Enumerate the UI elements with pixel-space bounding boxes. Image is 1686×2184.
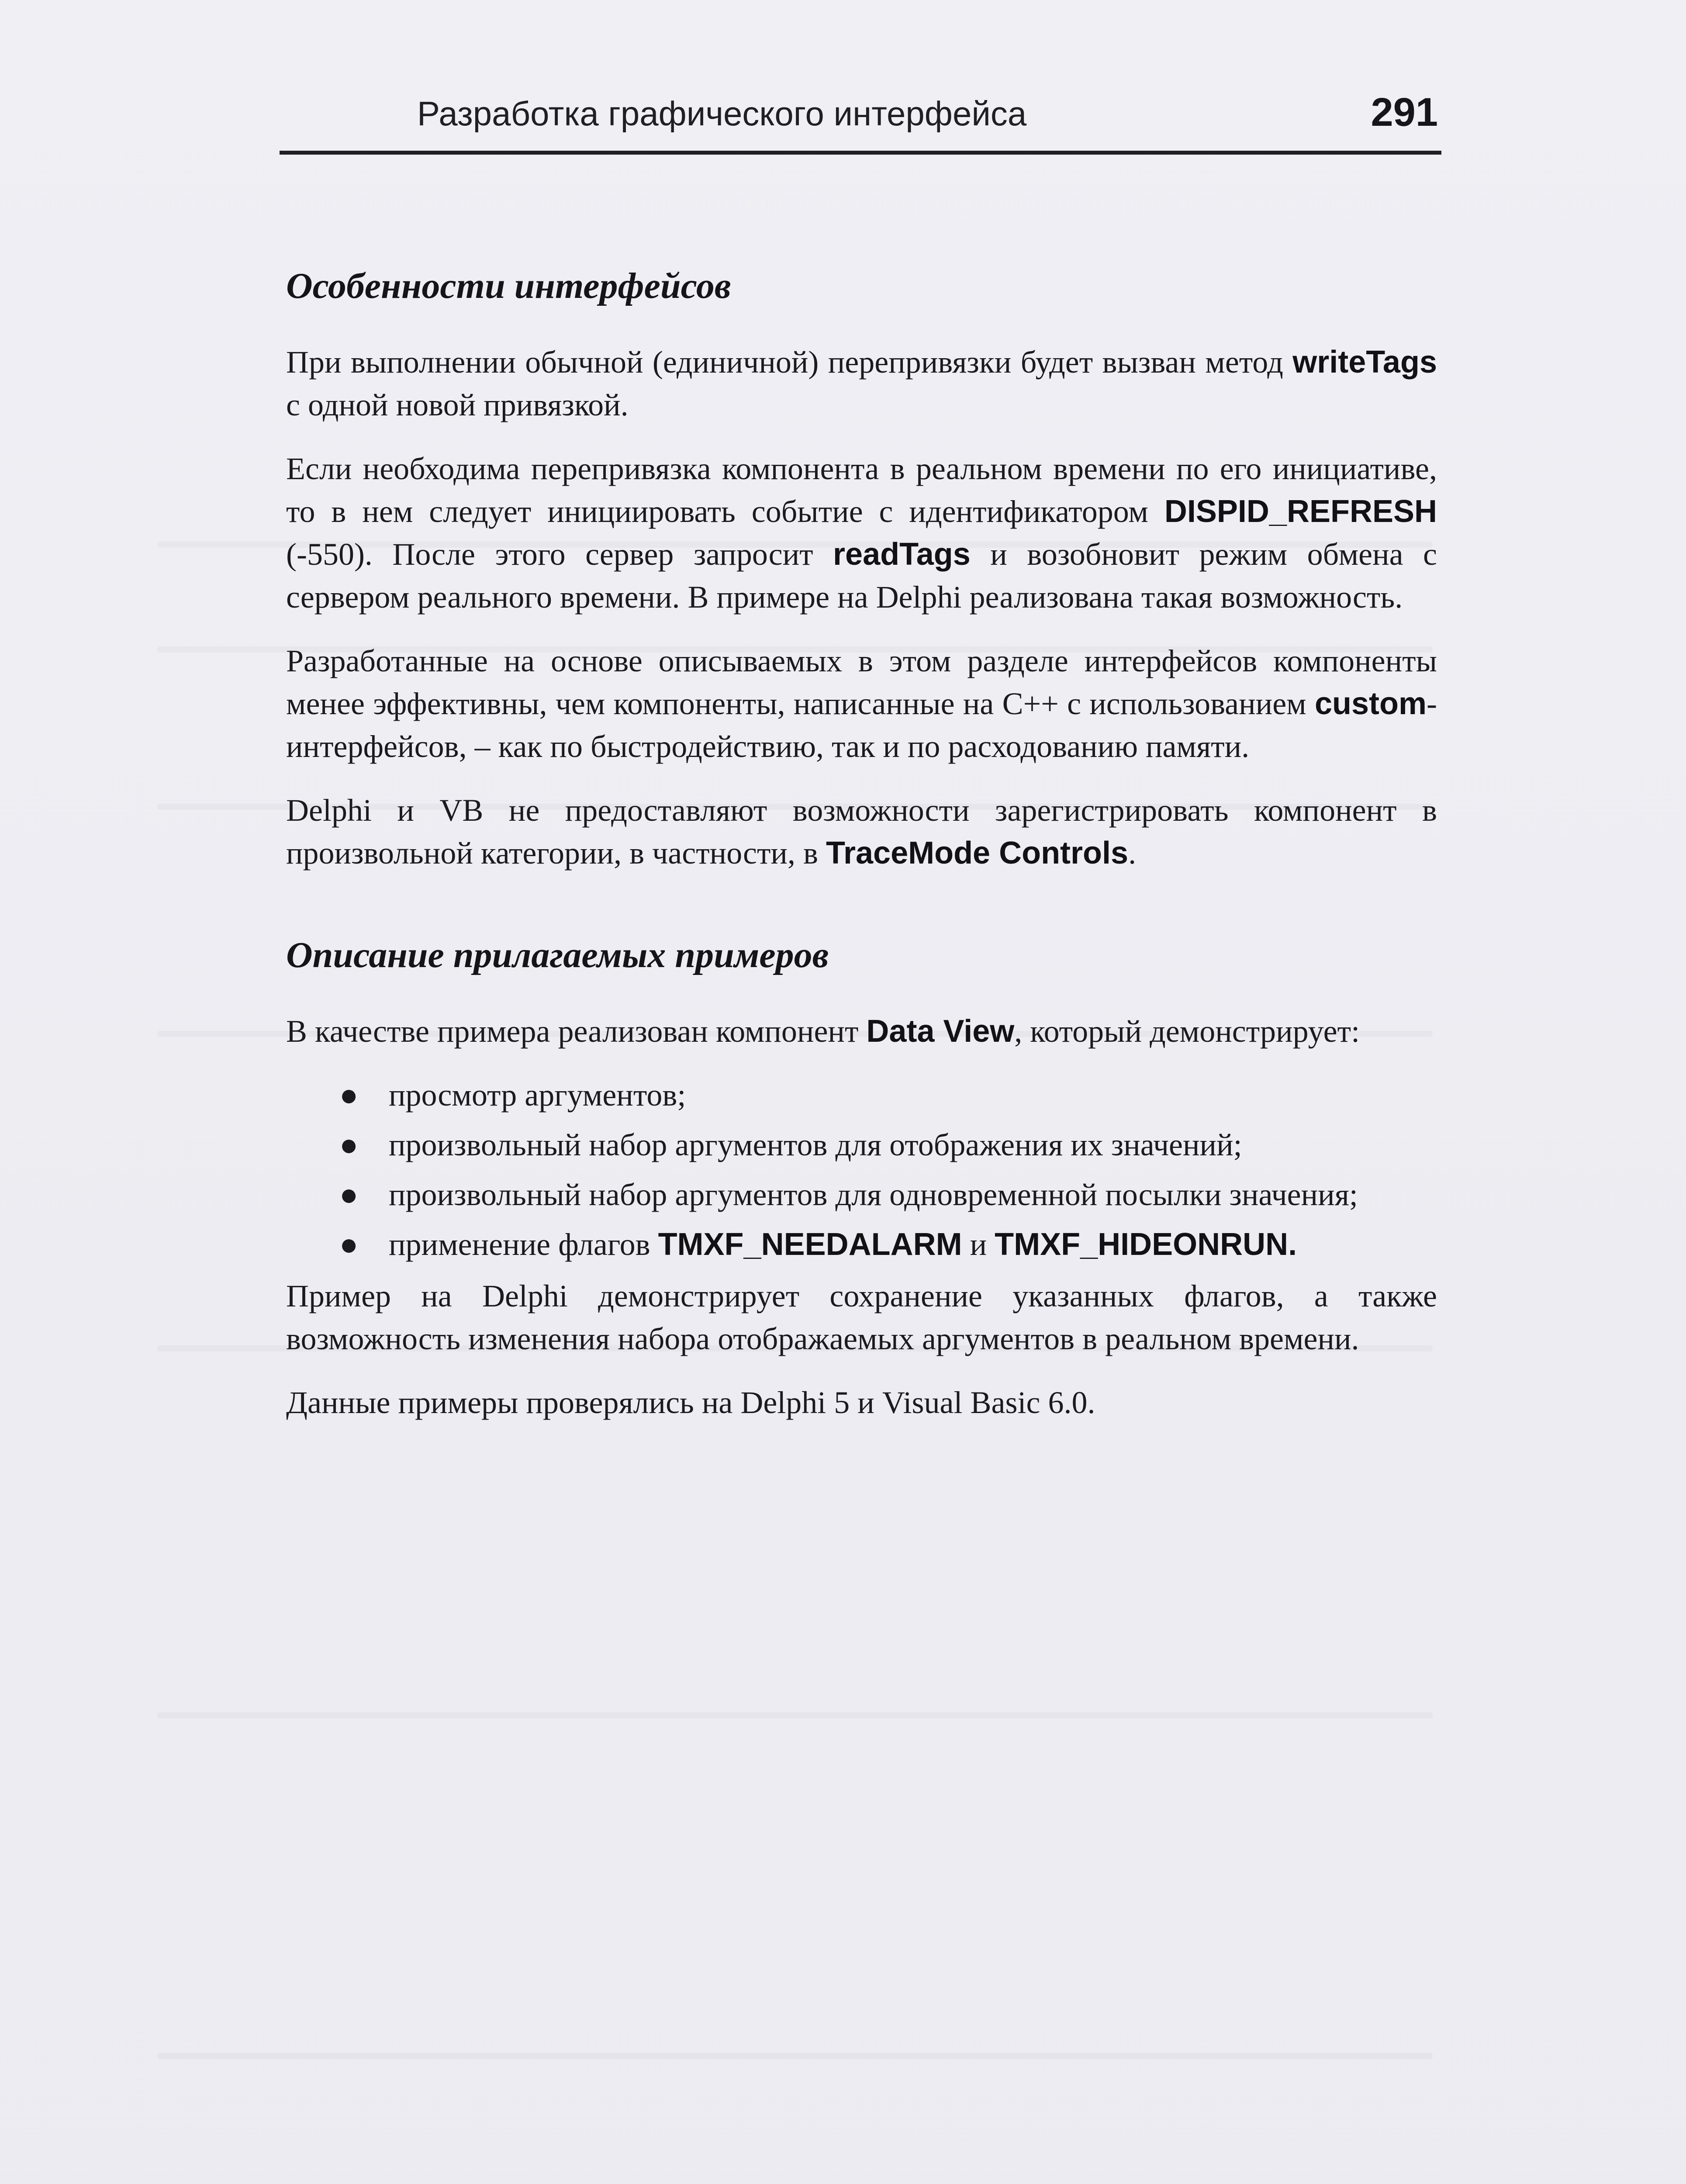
code-term: TMXF_NEEDALARM [658, 1227, 962, 1262]
section-heading-interfaces: Особенности интерфейсов [286, 266, 731, 306]
list-item [286, 1074, 1437, 1116]
feature-list [286, 1074, 1437, 1266]
paragraph-text: При выполнении обычной (единичной) перепривязки будет вызван метод [286, 345, 1293, 380]
code-term: TMXF_HIDEONRUN. [995, 1227, 1297, 1262]
paragraph [286, 1275, 1437, 1360]
list-item-text: произвольный набор аргументов для одновременной посылки значения; [389, 1177, 1358, 1212]
list-item-text: просмотр аргументов; [389, 1078, 686, 1113]
paragraph-text: Delphi и VB не предоставляют возможности зарегистрировать компонент в произвольной категории, в частности, в [286, 793, 1437, 871]
page-number: 291 [1371, 90, 1438, 135]
bullet-icon: ● [339, 1127, 359, 1162]
bullet-icon: ● [339, 1177, 359, 1212]
paragraph-text: Пример на Delphi демонстрирует сохранение указанных флагов, а также возможность изменения набора отображаемых аргументов в реальном времени. [286, 1279, 1437, 1356]
list-item [286, 1223, 1437, 1266]
code-term: readTags [833, 537, 971, 572]
paragraph-text: Данные примеры проверялись на Delphi 5 и Visual Basic 6.0. [286, 1385, 1095, 1420]
list-item-text: произвольный набор аргументов для отображения их значений; [389, 1127, 1242, 1162]
code-term: TraceMode Controls [826, 836, 1129, 871]
bullet-icon: ● [339, 1078, 359, 1113]
paragraph [286, 1010, 1437, 1053]
list-item [286, 1173, 1437, 1216]
paragraph [286, 789, 1437, 874]
bullet-icon: ● [339, 1227, 359, 1262]
paragraph-text: с одной новой привязкой. [286, 387, 629, 422]
code-term: custom [1314, 686, 1427, 721]
paragraph-text: и возобновит режим обмена с сервером реального времени. В примере на Delphi реализована такая возможность. [286, 537, 1437, 615]
paragraph-text: В качестве примера реализован компонент [286, 1014, 867, 1049]
paragraph-text: -интерфейсов, – как по быстродействию, так и по расходованию памяти. [286, 686, 1437, 764]
paragraph-text: Разработанные на основе описываемых в этом разделе интерфейсов компоненты менее эффективны, чем компоненты, написанные на С++ с использованием [286, 643, 1437, 721]
paragraph-text: , который демонстрирует: [1014, 1014, 1360, 1049]
code-term: Data View [866, 1014, 1015, 1049]
paragraph [286, 447, 1437, 619]
paragraph-text: (-550). После этого сервер запросит [286, 537, 833, 572]
paragraph-text: Если необходима перепривязка компонента в реальном времени по его инициативе, то в нем следует инициировать событие с идентификатором [286, 451, 1437, 529]
page-body [286, 262, 1437, 1445]
running-title: Разработка графического интерфейса [417, 94, 1027, 133]
paragraph [286, 341, 1437, 426]
code-term: writeTags [1292, 345, 1437, 380]
bleed-through-line [157, 2053, 1433, 2059]
paragraph [286, 1381, 1437, 1424]
paragraph [286, 639, 1437, 768]
page-header [280, 90, 1441, 155]
code-term: DISPID_REFRESH [1164, 494, 1437, 529]
section-heading-examples: Описание прилагаемых примеров [286, 935, 829, 975]
list-item [286, 1123, 1437, 1166]
bleed-through-line [157, 1712, 1433, 1718]
list-item-text: и [962, 1227, 995, 1262]
paragraph-text: . [1128, 836, 1137, 871]
list-item-text: применение флагов [389, 1227, 658, 1262]
